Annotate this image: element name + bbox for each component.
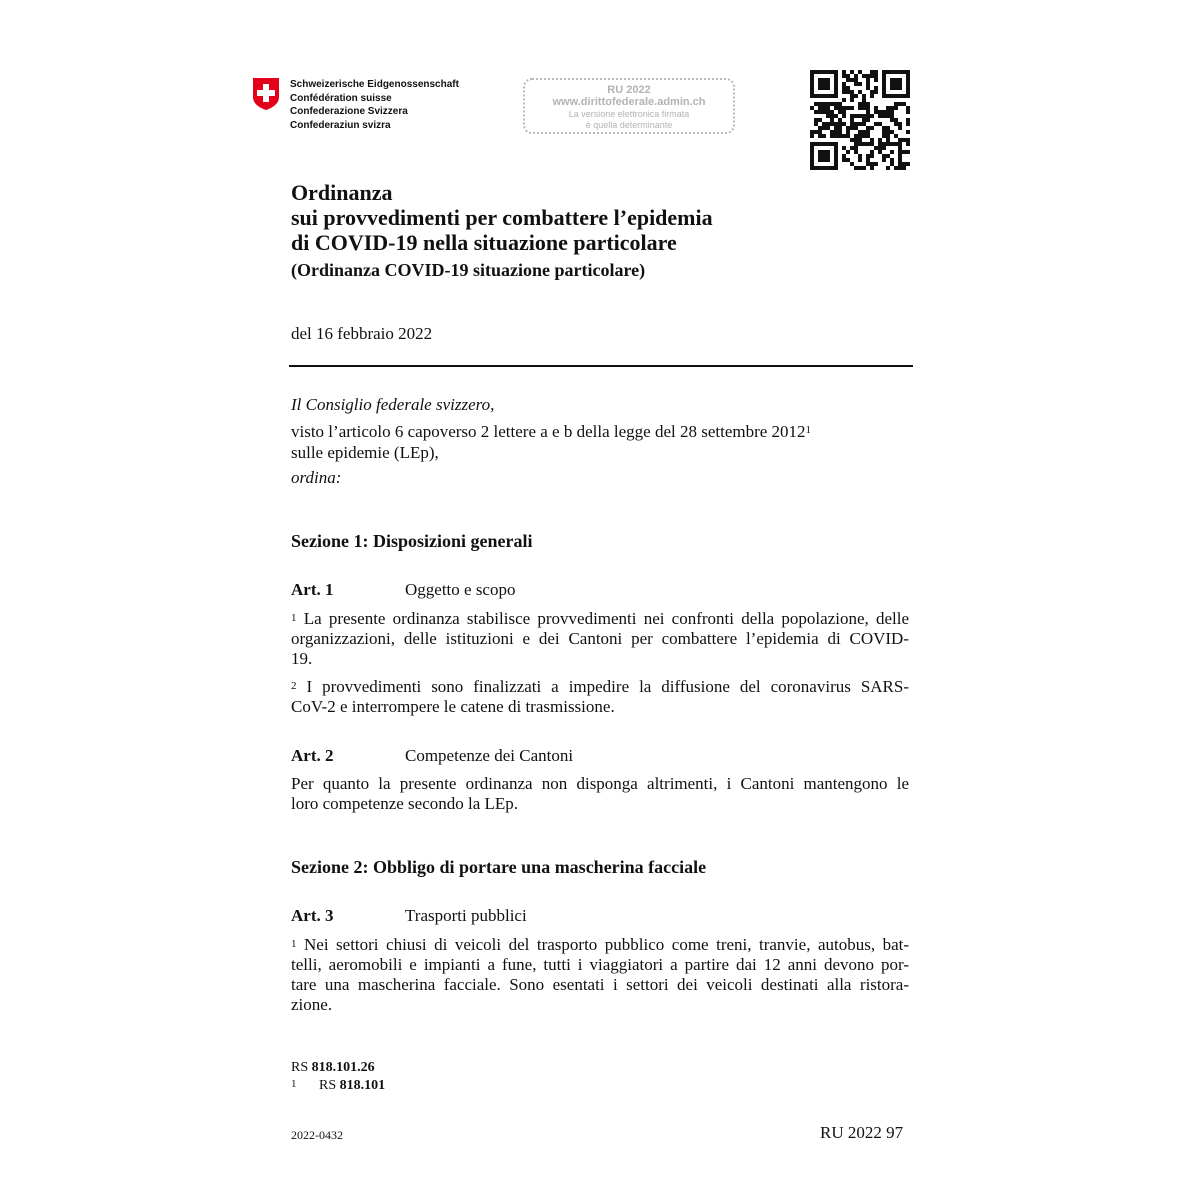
page-reference: RU 2022 97: [820, 1123, 904, 1142]
paragraph-line: Per quanto la presente ordinanza non disponga altrimenti, i Cantoni mantengono le: [291, 774, 909, 793]
confederation-line-fr: Confédération suisse: [290, 92, 392, 104]
section-1-heading: Sezione 1: Disposizioni generali: [291, 531, 533, 551]
paragraph-line: telli, aeromobili e impianti a fune, tutti i viaggiatori a partire dai 12 anni devono por-: [291, 955, 909, 974]
swiss-cross-icon: [251, 77, 281, 111]
official-stamp: [523, 78, 735, 134]
paragraph-line: La presente ordinanza stabilisce provvedimenti nei confronti della popolazione, delle: [303, 609, 909, 628]
paragraph-line: zione.: [291, 995, 333, 1014]
confederation-line-it: Confederazione Svizzera: [290, 106, 408, 117]
preamble-basis-line-2: sulle epidemie (LEp),: [291, 443, 439, 462]
article-3-number: Art. 3: [291, 906, 334, 925]
article-1-title: Oggetto e scopo: [405, 580, 516, 599]
article-2-title: Competenze dei Cantoni: [405, 746, 574, 765]
rs-prefix: RS: [291, 1060, 309, 1075]
paragraph-line: 19.: [291, 649, 313, 668]
document-number: 2022-0432: [291, 1128, 343, 1142]
footnote-number: 818.101: [339, 1078, 386, 1093]
article-3-heading: [291, 906, 527, 926]
confederation-line-rm: Confederaziun svizra: [290, 119, 391, 131]
footnote-1: [291, 1078, 385, 1094]
paragraph-line: organizzazioni, delle istituzioni e dei Cantoni per combattere l’epidemia di COVID-: [291, 629, 909, 648]
article-1-heading: [291, 580, 515, 600]
paragraph-line: Nei settori chiusi di veicoli del trasporto pubblico come treni, tranvie, autobus, bat-: [304, 935, 910, 954]
paragraph-line: tare una mascherina facciale. Sono esentati i settori dei veicoli destinati alla ristora-: [291, 975, 909, 994]
stamp-line-ru: RU 2022: [607, 84, 651, 96]
paragraph-mark: 1: [291, 938, 297, 950]
page-title: [291, 180, 713, 255]
article-3-title: Trasporti pubblici: [405, 906, 527, 925]
section-2-heading: Sezione 2: Obbligo di portare una mascherina facciale: [291, 857, 707, 877]
article-1-number: Art. 1: [291, 580, 334, 599]
preamble-authority: Il Consiglio federale svizzero,: [291, 395, 495, 414]
enactment-date: del 16 febbraio 2022: [291, 324, 433, 343]
preamble-basis-line-1: [291, 421, 811, 442]
stamp-line-note2: è quella determinante: [585, 120, 673, 130]
paragraph-line: CoV-2 e interrompere le catene di trasmissione.: [291, 697, 615, 716]
article-2-paragraph: [291, 774, 909, 814]
systematic-number: [291, 1059, 375, 1077]
title-line-3: di COVID-19 nella situazione particolare: [291, 230, 677, 255]
article-2-heading: [291, 746, 573, 766]
footnote-ref-1[interactable]: 1: [805, 424, 812, 436]
stamp-line-url[interactable]: www.dirittofederale.admin.ch: [552, 96, 706, 108]
title-line-1: Ordinanza: [291, 180, 393, 205]
paragraph-line: I provvedimenti sono finalizzati a impedire la diffusione del coronavirus SARS-: [306, 677, 910, 696]
preamble-basis-text: visto l’articolo 6 capoverso 2 lettere a e b della legge del 28 settembre 2012: [291, 422, 806, 441]
paragraph-line: loro competenze secondo la LEp.: [291, 794, 519, 813]
rs-number: 818.101.26: [311, 1060, 375, 1075]
stamp-line-note1: La versione elettronica firmata: [568, 109, 690, 119]
article-1-paragraph-2: [291, 677, 909, 717]
title-divider: [289, 365, 913, 367]
confederation-line-de: Schweizerische Eidgenossenschaft: [290, 79, 459, 90]
confederation-name: [290, 78, 459, 132]
preamble-decree: ordina:: [291, 468, 342, 487]
short-title: (Ordinanza COVID-19 situazione particolare): [291, 260, 646, 280]
paragraph-mark: 2: [291, 680, 297, 692]
article-3-paragraph-1: [291, 935, 909, 1015]
title-line-2: sui provvedimenti per combattere l’epidemia: [291, 205, 713, 230]
paragraph-mark: 1: [291, 612, 297, 624]
footnote-mark: 1: [291, 1078, 297, 1090]
article-2-number: Art. 2: [291, 746, 334, 765]
qr-modules: [810, 70, 910, 170]
article-1-paragraph-1: [291, 609, 909, 669]
footnote-prefix: RS: [319, 1078, 337, 1093]
qr-code-icon[interactable]: [810, 70, 910, 170]
